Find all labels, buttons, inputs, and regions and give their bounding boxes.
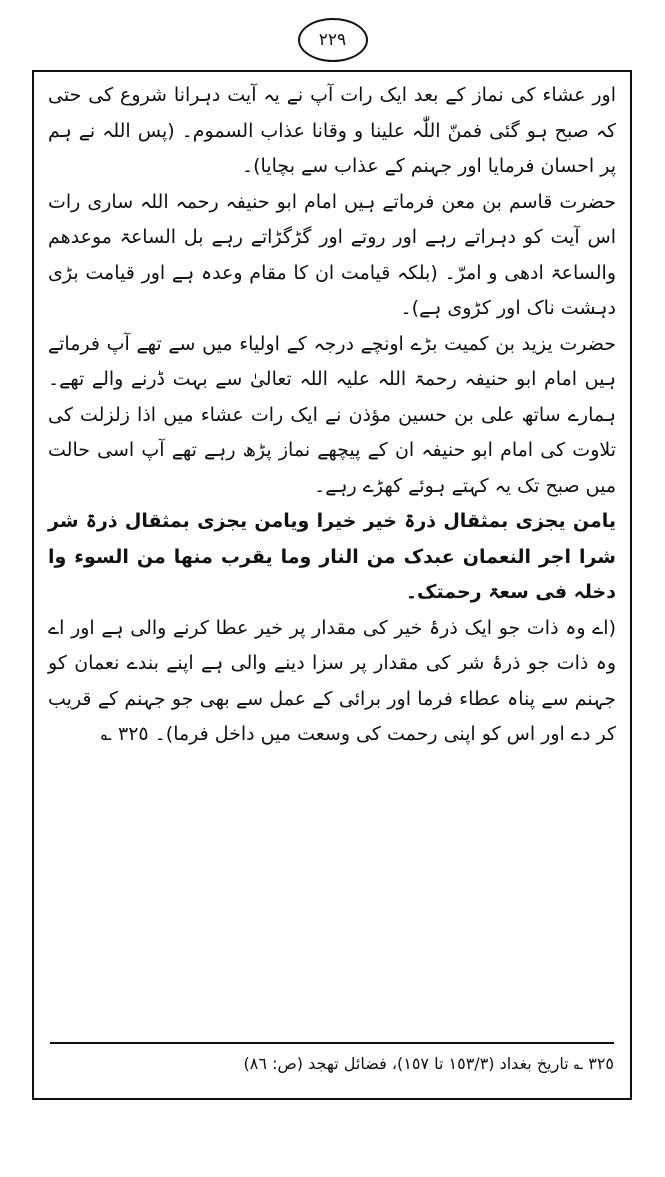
- page-number-wrap: [0, 18, 665, 62]
- text-frame: [32, 70, 632, 1100]
- footnote: ٣٢٥ ؎ تاریخ بغداد (١٥٣/٣ تا ١٥٧)، فضائل تھجد (ص: ٨٦): [243, 1054, 614, 1073]
- paragraph-1: اور عشاء کی نماز کے بعد ایک رات آپ نے یہ آیت دہرانا شروع کی حتی کہ صبح ہو گئی فمنّ اللّٰہ علینا و وقانا عذاب السموم۔ (پس اللہ نے ہم پر احسان فرمایا اور جہنم کے عذاب سے بچایا)۔: [48, 84, 616, 177]
- footnote-divider: [50, 1042, 614, 1044]
- page-number: ٢٢٩: [298, 18, 368, 62]
- arabic-supplication: یامن یجزی بمثقال ذرۃ خیر خیرا ویامن یجزی بمثقال ذرۃ شر شرا اجر النعمان عبدک من النار وما یقرب منھا من السوء وا دخلہ فی سعۃ رحمتک۔: [48, 510, 616, 603]
- paragraph-3: حضرت یزید بن کمیت بڑے اونچے درجہ کے اولیاء میں سے تھے آپ فرماتے ہیں امام ابو حنیفہ رحمۃ اللہ علیہ اللہ تعالیٰ سے بہت ڈرنے والے تھے۔ ہمارے ساتھ علی بن حسین مؤذن نے ایک رات عشاء میں اذا زلزلت کی تلاوت کی امام ابو حنیفہ ان کے پیچھے نماز پڑھ رہے تھے آپ اسی حالت میں صبح تک یہ کہتے ہوئے کھڑے رہے۔: [48, 332, 616, 497]
- body-text: [48, 78, 616, 753]
- paragraph-translation: (اے وہ ذات جو ایک ذرۂ خیر کی مقدار پر خیر عطا کرنے والی ہے اور اے وہ ذات جو ذرۂ شر کی مقدار پر سزا دینے والی ہے اپنے بندے نعمان کو جہنم سے پناہ عطاء فرما اور برائی کے عمل سے بھی جو جہنم کے قریب کر دے اور اس کو اپنی رحمت کی وسعت میں داخل فرما)۔ ٣٢٥ ؎: [48, 616, 616, 745]
- paragraph-2: حضرت قاسم بن معن فرماتے ہیں امام ابو حنیفہ رحمہ اللہ ساری رات اس آیت کو دہراتے رہے اور روتے اور گڑگڑاتے رہے بل الساعۃ موعدھم والساعۃ ادھی و امرّ۔ (بلکہ قیامت ان کا مقام وعدہ ہے اور قیامت بڑی دہشت ناک اور کڑوی ہے)۔: [48, 190, 616, 319]
